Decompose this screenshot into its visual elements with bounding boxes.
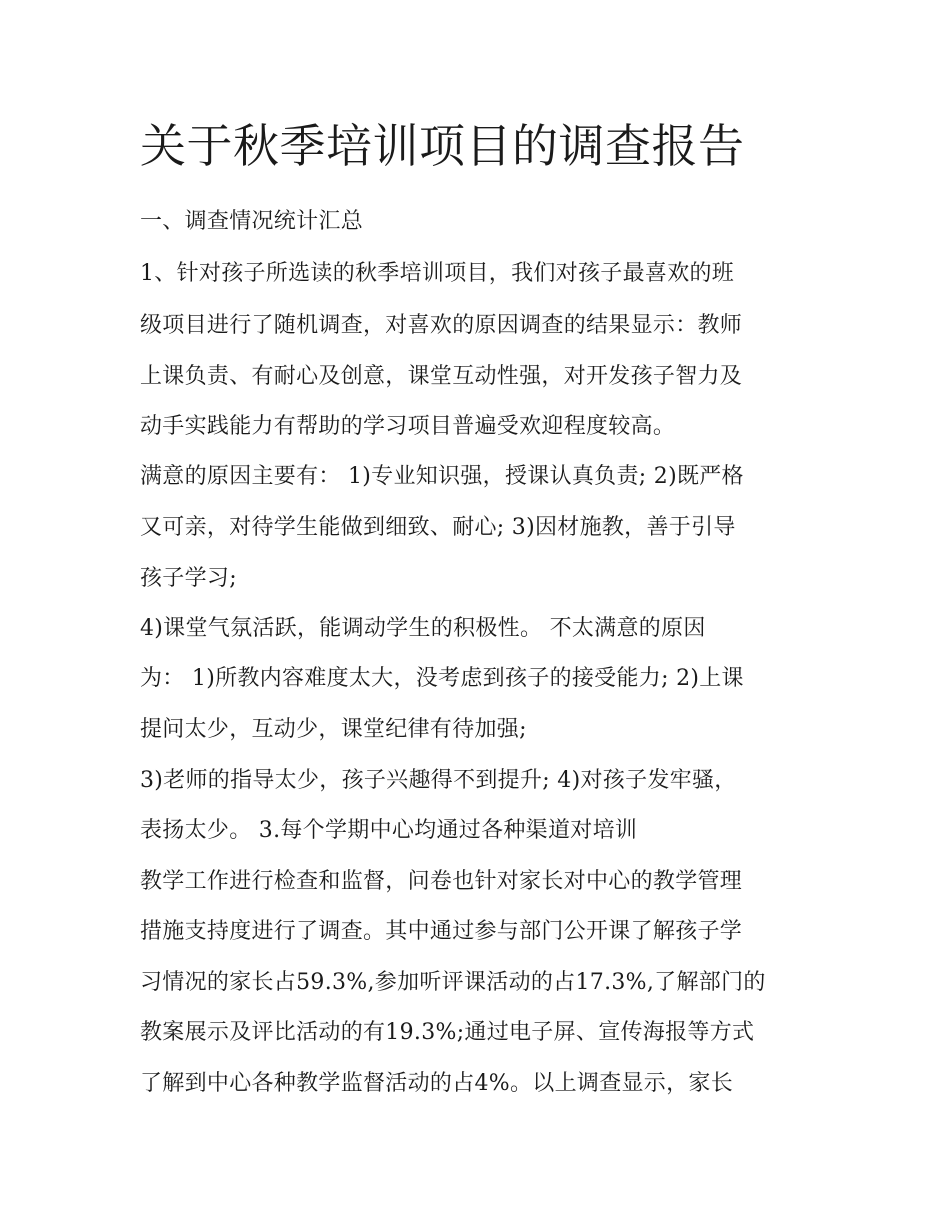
body-line-2: 级项目进行了随机调查，对喜欢的原因调查的结果显示：教师 [140,313,743,338]
body-line-17: 了解到中心各种教学监督活动的占4%。以上调查显示，家长 [140,1071,734,1096]
document-title: 关于秋季培训项目的调查报告 [140,119,745,173]
body-line-10: 提问太少，互动少，课堂纪律有待加强; [140,717,527,742]
body-line-16: 教案展示及评比活动的有19.3%;通过电子屏、宣传海报等方式 [140,1020,755,1045]
body-line-12: 表扬太少。 3.每个学期中心均通过各种渠道对培训 [140,818,638,843]
body-line-15: 习情况的家长占59.3%,参加听评课活动的占17.3%,了解部门的 [140,970,766,995]
body-line-1: 1、针对孩子所选读的秋季培训项目，我们对孩子最喜欢的班 [140,261,735,286]
body-line-4: 动手实践能力有帮助的学习项目普遍受欢迎程度较高。 [140,414,676,439]
body-line-14: 措施支持度进行了调查。其中通过参与部门公开课了解孩子学 [140,919,743,944]
body-line-7: 孩子学习; [140,566,237,591]
body-line-9: 为： 1)所教内容难度太大，没考虑到孩子的接受能力; 2)上课 [140,666,744,691]
section-heading: 一、调查情况统计汇总 [140,209,364,234]
body-line-3: 上课负责、有耐心及创意，课堂互动性强，对开发孩子智力及 [140,364,743,389]
body-line-8: 4)课堂气氛活跃，能调动学生的积极性。 不太满意的原因 [140,616,706,641]
body-line-11: 3)老师的指导太少，孩子兴趣得不到提升; 4)对孩子发牢骚， [140,768,737,793]
body-line-5: 满意的原因主要有： 1)专业知识强，授课认真负责; 2)既严格 [140,464,744,489]
body-line-13: 教学工作进行检查和监督，问卷也针对家长对中心的教学管理 [140,869,743,894]
body-line-6: 又可亲，对待学生能做到细致、耐心; 3)因材施教，善于引导 [140,515,736,540]
